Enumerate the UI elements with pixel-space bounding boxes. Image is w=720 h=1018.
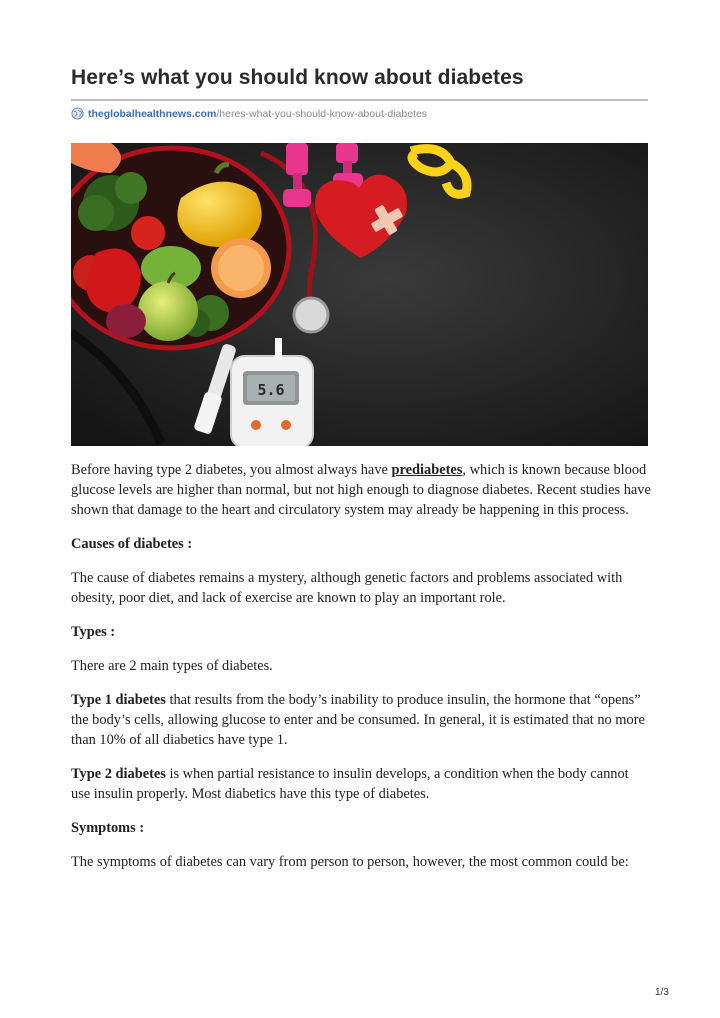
source-domain-link[interactable]: theglobalhealthnews.com	[88, 107, 217, 120]
article-body	[71, 460, 651, 886]
globe-icon	[71, 107, 84, 120]
source-path: /heres-what-you-should-know-about-diabetes	[216, 107, 428, 120]
title-divider	[71, 99, 648, 101]
type1-paragraph: Type 1 diabetes that results from the body’s inability to produce insulin, the hormone that “opens” the body’s cells, allowing glucose to enter and be consumed. In general, it is estimated that no more than 10% of all diabetics have type 1.	[71, 692, 645, 748]
intro-paragraph: Before having type 2 diabetes, you almost always have prediabetes, which is known because blood glucose levels are higher than normal, but not high enough to diagnose diabetes. Recent studies have shown that damage to the heart and circulatory system may already be happening in this process.	[71, 462, 651, 518]
page-number: 1/3	[655, 987, 669, 998]
symptoms-paragraph: The symptoms of diabetes can vary from person to person, however, the most common could be:	[71, 854, 629, 870]
article-title: Here’s what you should know about diabetes	[71, 66, 524, 89]
symptoms-heading: Symptoms :	[71, 820, 145, 836]
type2-paragraph: Type 2 diabetes is when partial resistance to insulin develops, a condition when the body cannot use insulin properly. Most diabetics have this type of diabetes.	[71, 766, 629, 802]
types-heading: Types :	[71, 624, 116, 640]
causes-heading: Causes of diabetes :	[71, 536, 193, 552]
hero-image	[71, 143, 648, 446]
source-url[interactable]	[71, 107, 427, 120]
healthy-lifestyle-illustration	[71, 143, 648, 446]
prediabetes-link[interactable]: prediabetes	[391, 462, 463, 478]
glucometer-reading: 5.6	[257, 381, 285, 399]
types-paragraph: There are 2 main types of diabetes.	[71, 658, 273, 674]
causes-paragraph: The cause of diabetes remains a mystery, although genetic factors and problems associated with obesity, poor diet, and lack of exercise are known to play an important role.	[71, 570, 623, 606]
